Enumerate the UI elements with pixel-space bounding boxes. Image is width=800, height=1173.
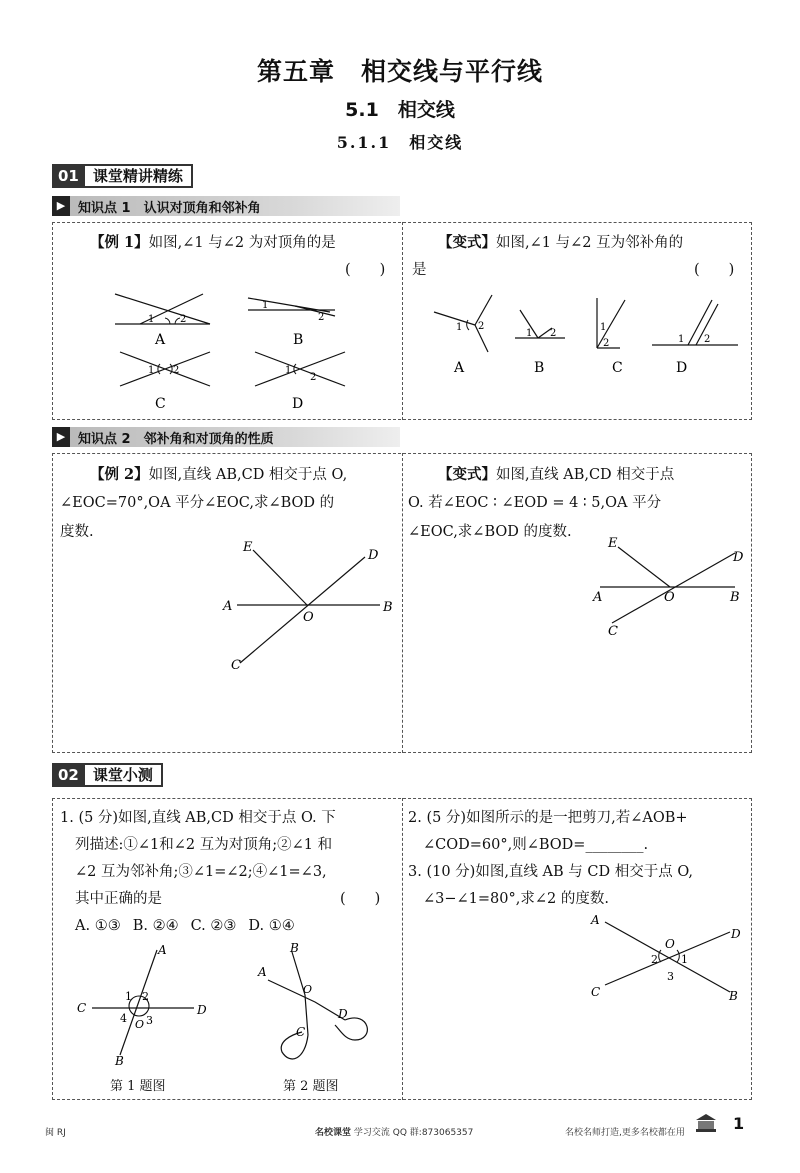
variant-text: 如图,直线 AB,CD 相交于点 (496, 467, 675, 483)
page-number: 1 (733, 1114, 745, 1133)
choice-b: B. ②④ (132, 918, 179, 934)
footer-qq: 学习交流 QQ 群:873065357 (353, 1128, 474, 1138)
angle-1-label: 1 (285, 365, 292, 376)
figure-b (248, 298, 335, 348)
angle-2-label: 2 (550, 328, 557, 339)
option-label: D (292, 396, 304, 412)
point-c-label: C (591, 985, 601, 999)
point-c-label: C (77, 1001, 87, 1015)
point-a-label: A (591, 913, 600, 927)
q2-line-2: ∠COD=60°,则∠BOD=________. (423, 837, 649, 853)
q1-choices (75, 912, 295, 941)
footer-brand: 名校课堂 (315, 1128, 352, 1138)
figure-d (652, 300, 738, 376)
angle-2-label: 2 (318, 312, 325, 323)
point-d-label: D (338, 1007, 348, 1021)
choice-a: A. ①③ (75, 918, 121, 934)
point-o-label: O (665, 937, 675, 951)
q1-line-1: 1. (5 分)如图,直线 AB,CD 相交于点 O. 下 (60, 810, 336, 826)
q2-scissors-figure (250, 940, 400, 1075)
q1-line-2: 列描述:①∠1和∠2 互为对顶角;②∠1 和 (75, 837, 333, 853)
variant-tag: 【变式】 (438, 466, 496, 483)
variant-2-line-1 (438, 460, 674, 490)
footer-brand-group (315, 1125, 473, 1138)
q1-figure-caption: 第 1 题图 (110, 1079, 166, 1094)
example-tag: 【例 2】 (90, 466, 149, 483)
point-b-label: B (290, 941, 299, 955)
answer-paren: ( ) (340, 891, 381, 907)
section-label: 课堂小测 (85, 763, 163, 787)
angle-2-label: 2 (142, 990, 149, 1003)
example-1-question (90, 228, 336, 258)
variant-1-question (438, 228, 683, 258)
example-text: 如图,直线 AB,CD 相交于点 O, (148, 467, 348, 483)
point-d-label: D (368, 548, 379, 563)
answer-paren: ( ) (345, 262, 386, 278)
box-divider (402, 222, 403, 420)
publisher-logo-icon (693, 1110, 719, 1134)
play-arrow-icon: ▶ (52, 196, 70, 216)
variant-text-continued: 是 (412, 262, 427, 278)
example-text: 如图,∠1 与∠2 为对顶角的是 (148, 235, 336, 251)
section-01-header (52, 164, 193, 188)
point-a-label: A (258, 965, 267, 979)
variant-2-line-2: O. 若∠EOC ∶ ∠EOD = 4 ∶ 5,OA 平分 (408, 495, 662, 511)
angle-3-label: 3 (667, 970, 674, 983)
q3-figure (585, 910, 745, 1005)
example-2-line-3: 度数. (60, 524, 94, 540)
footer-edition: 闽 RJ (45, 1128, 66, 1138)
figure-a (434, 295, 492, 376)
example-tag: 【例 1】 (90, 234, 149, 251)
angle-2-label: 2 (704, 334, 711, 345)
angle-2-label: 2 (180, 314, 187, 325)
angle-2-label: 2 (173, 365, 180, 376)
q1-figure (72, 940, 212, 1070)
point-b-label: B (115, 1054, 124, 1068)
box-divider (402, 453, 403, 753)
figure-c (120, 352, 210, 412)
example-2-line-2: ∠EOC=70°,OA 平分∠EOC,求∠BOD 的 (60, 495, 335, 511)
point-o-label: O (303, 610, 314, 625)
option-label: A (454, 360, 465, 376)
subsection-title: 5.1.1 相交线 (336, 133, 464, 152)
option-label: C (155, 396, 166, 412)
section-02-header (52, 763, 163, 787)
choice-c: C. ②③ (190, 918, 237, 934)
angle-2-label: 2 (310, 372, 317, 383)
figure-a (115, 294, 210, 348)
variant-tag: 【变式】 (438, 234, 496, 251)
option-label: D (676, 360, 688, 376)
angle-4-label: 4 (120, 1012, 127, 1025)
chapter-title: 第五章 相交线与平行线 (256, 57, 543, 86)
point-o-label: O (303, 983, 313, 996)
point-a-label: A (223, 599, 233, 614)
angle-1-label: 1 (456, 322, 463, 333)
section-number: 02 (52, 763, 85, 787)
option-label: C (612, 360, 623, 376)
q3-line-1: 3. (10 分)如图,直线 AB 与 CD 相交于点 O, (408, 864, 693, 880)
angle-1-label: 1 (125, 990, 132, 1003)
variant-2-line-3: ∠EOC,求∠BOD 的度数. (408, 524, 572, 540)
example-1-figures (100, 282, 350, 412)
point-e-label: E (243, 540, 253, 555)
q3-line-2: ∠3−∠1=80°,求∠2 的度数. (423, 891, 609, 907)
variant-1-figures (420, 290, 740, 382)
example-2-line-1 (90, 460, 347, 490)
choice-d: D. ①④ (248, 918, 295, 934)
point-c-label: C (608, 624, 618, 639)
box-divider (402, 798, 403, 1100)
point-c-label: C (296, 1025, 306, 1039)
knowledge-point-label: 知识点 2 邻补角和对顶角的性质 (78, 431, 274, 447)
figure-c (597, 298, 625, 376)
point-d-label: D (733, 550, 744, 565)
angle-1-label: 1 (681, 953, 688, 966)
angle-1-label: 1 (526, 328, 533, 339)
q2-line-1: 2. (5 分)如图所示的是一把剪刀,若∠AOB+ (408, 810, 688, 826)
point-e-label: E (608, 536, 618, 551)
point-o-label: O (664, 590, 675, 605)
option-label: B (534, 360, 545, 376)
point-c-label: C (231, 658, 241, 673)
point-o-label: O (135, 1018, 145, 1031)
angle-3-label: 3 (146, 1014, 153, 1027)
angle-1-label: 1 (600, 322, 607, 333)
q2-figure-caption: 第 2 题图 (283, 1079, 339, 1094)
angle-1-label: 1 (262, 300, 269, 311)
section-number: 01 (52, 164, 85, 188)
angle-2-label: 2 (603, 338, 610, 349)
angle-1-label: 1 (678, 334, 685, 345)
answer-paren: ( ) (694, 262, 735, 278)
variant-2-figure (590, 535, 750, 640)
q1-line-4: 其中正确的是 (75, 891, 162, 907)
play-arrow-icon: ▶ (52, 427, 70, 447)
figure-d (255, 352, 345, 412)
angle-1-label: 1 (148, 314, 155, 325)
footer-slogan: 名校名师打造,更多名校都在用 (565, 1128, 685, 1138)
figure-b (515, 310, 565, 376)
point-b-label: B (383, 600, 393, 615)
option-label: B (293, 332, 304, 348)
angle-2-label: 2 (478, 321, 485, 332)
section-label: 课堂精讲精练 (85, 164, 193, 188)
point-a-label: A (593, 590, 603, 605)
option-label: A (155, 332, 166, 348)
knowledge-point-1-bar (52, 196, 400, 216)
section-title: 5.1 相交线 (345, 99, 455, 121)
angle-1-label: 1 (148, 365, 155, 376)
point-d-label: D (731, 927, 741, 941)
point-b-label: B (729, 989, 738, 1003)
q1-line-3: ∠2 互为邻补角;③∠1=∠2;④∠1=∠3, (75, 864, 327, 880)
knowledge-point-label: 知识点 1 认识对顶角和邻补角 (78, 200, 261, 216)
variant-text: 如图,∠1 与∠2 互为邻补角的 (496, 235, 684, 251)
point-a-label: A (158, 943, 167, 957)
point-b-label: B (730, 590, 740, 605)
example-2-figure (215, 535, 400, 675)
angle-2-label: 2 (651, 953, 658, 966)
point-d-label: D (197, 1003, 207, 1017)
knowledge-point-2-bar (52, 427, 400, 447)
